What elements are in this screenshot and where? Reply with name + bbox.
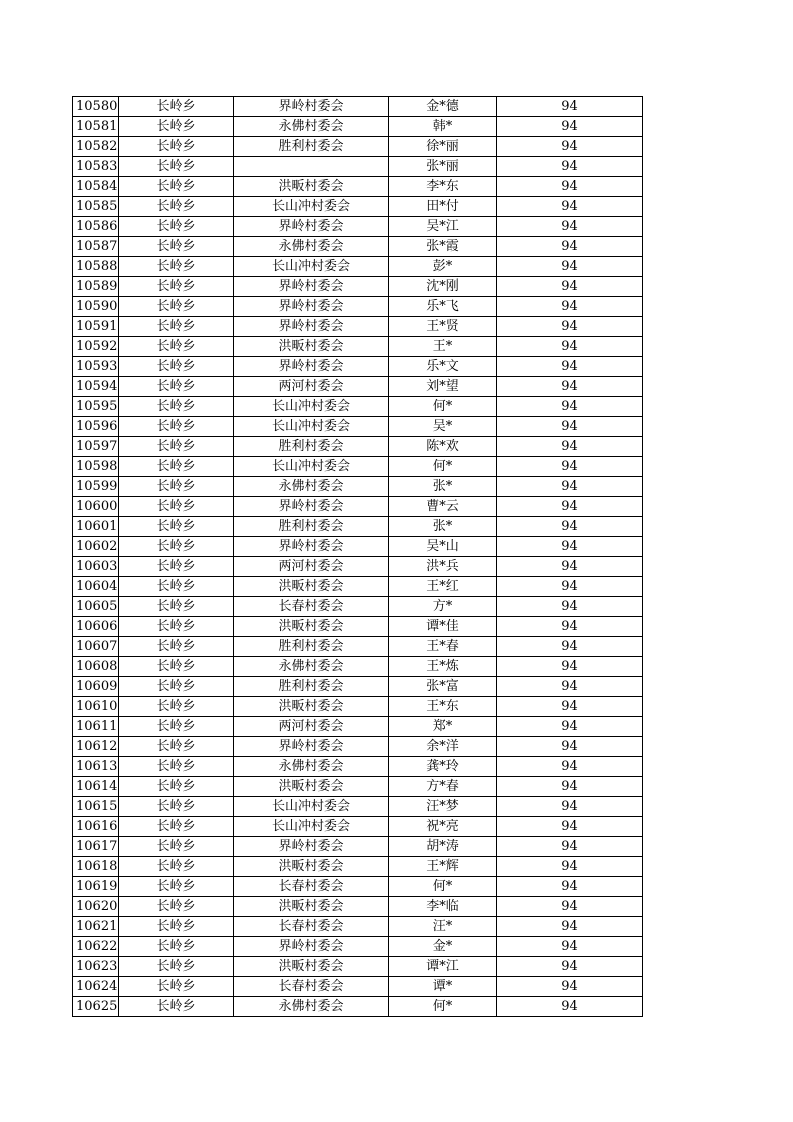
cell-village: 洪畈村委会 [234, 777, 389, 797]
cell-id: 10619 [73, 877, 119, 897]
table-row [73, 677, 643, 697]
cell-town: 长岭乡 [119, 657, 234, 677]
table-row [73, 137, 643, 157]
cell-score: 94 [497, 417, 643, 437]
cell-name: 谭*江 [389, 957, 497, 977]
cell-name: 汪*梦 [389, 797, 497, 817]
cell-village: 胜利村委会 [234, 437, 389, 457]
cell-score: 94 [497, 857, 643, 877]
cell-name: 方*春 [389, 777, 497, 797]
table-row [73, 237, 643, 257]
cell-village: 长山冲村委会 [234, 257, 389, 277]
cell-score: 94 [497, 457, 643, 477]
cell-id: 10592 [73, 337, 119, 357]
cell-id: 10611 [73, 717, 119, 737]
table-row [73, 457, 643, 477]
cell-id: 10598 [73, 457, 119, 477]
cell-town: 长岭乡 [119, 237, 234, 257]
cell-score: 94 [497, 657, 643, 677]
cell-name: 金* [389, 937, 497, 957]
table-row [73, 797, 643, 817]
cell-town: 长岭乡 [119, 297, 234, 317]
cell-village: 两河村委会 [234, 557, 389, 577]
cell-town: 长岭乡 [119, 197, 234, 217]
cell-village: 胜利村委会 [234, 677, 389, 697]
cell-name: 王*炼 [389, 657, 497, 677]
table-row [73, 737, 643, 757]
table-row [73, 877, 643, 897]
cell-id: 10621 [73, 917, 119, 937]
cell-village: 界岭村委会 [234, 537, 389, 557]
table-row [73, 417, 643, 437]
cell-village: 洪畈村委会 [234, 957, 389, 977]
table-row [73, 397, 643, 417]
cell-name: 何* [389, 457, 497, 477]
cell-village: 洪畈村委会 [234, 697, 389, 717]
cell-name: 张*丽 [389, 157, 497, 177]
table-row [73, 617, 643, 637]
cell-score: 94 [497, 277, 643, 297]
cell-name: 乐*文 [389, 357, 497, 377]
table-row [73, 357, 643, 377]
table-row [73, 217, 643, 237]
cell-town: 长岭乡 [119, 737, 234, 757]
cell-id: 10624 [73, 977, 119, 997]
cell-town: 长岭乡 [119, 957, 234, 977]
table-row [73, 557, 643, 577]
cell-score: 94 [497, 997, 643, 1017]
cell-name: 汪* [389, 917, 497, 937]
cell-name: 何* [389, 997, 497, 1017]
table-row [73, 197, 643, 217]
cell-name: 韩* [389, 117, 497, 137]
cell-name: 洪*兵 [389, 557, 497, 577]
cell-name: 李*东 [389, 177, 497, 197]
cell-id: 10617 [73, 837, 119, 857]
cell-town: 长岭乡 [119, 397, 234, 417]
cell-name: 张* [389, 477, 497, 497]
cell-score: 94 [497, 757, 643, 777]
cell-name: 李*临 [389, 897, 497, 917]
cell-name: 沈*刚 [389, 277, 497, 297]
cell-town: 长岭乡 [119, 437, 234, 457]
cell-score: 94 [497, 117, 643, 137]
cell-town: 长岭乡 [119, 277, 234, 297]
cell-village: 洪畈村委会 [234, 857, 389, 877]
cell-id: 10590 [73, 297, 119, 317]
cell-score: 94 [497, 177, 643, 197]
cell-score: 94 [497, 217, 643, 237]
cell-town: 长岭乡 [119, 137, 234, 157]
cell-score: 94 [497, 777, 643, 797]
cell-town: 长岭乡 [119, 757, 234, 777]
cell-id: 10609 [73, 677, 119, 697]
cell-town: 长岭乡 [119, 857, 234, 877]
cell-town: 长岭乡 [119, 977, 234, 997]
table-row [73, 97, 643, 117]
cell-name: 刘*望 [389, 377, 497, 397]
cell-village: 长山冲村委会 [234, 397, 389, 417]
table-row [73, 997, 643, 1017]
cell-name: 张*霞 [389, 237, 497, 257]
cell-id: 10605 [73, 597, 119, 617]
cell-name: 何* [389, 877, 497, 897]
cell-town: 长岭乡 [119, 717, 234, 737]
table-row [73, 977, 643, 997]
cell-score: 94 [497, 597, 643, 617]
cell-village: 界岭村委会 [234, 97, 389, 117]
cell-score: 94 [497, 297, 643, 317]
cell-score: 94 [497, 317, 643, 337]
cell-village: 长春村委会 [234, 917, 389, 937]
cell-score: 94 [497, 557, 643, 577]
cell-name: 谭* [389, 977, 497, 997]
cell-town: 长岭乡 [119, 497, 234, 517]
table-body [73, 97, 643, 1017]
cell-name: 王*春 [389, 637, 497, 657]
cell-score: 94 [497, 677, 643, 697]
cell-score: 94 [497, 917, 643, 937]
cell-score: 94 [497, 877, 643, 897]
table-row [73, 777, 643, 797]
cell-town: 长岭乡 [119, 797, 234, 817]
cell-town: 长岭乡 [119, 577, 234, 597]
cell-village: 长春村委会 [234, 977, 389, 997]
cell-town: 长岭乡 [119, 917, 234, 937]
table-row [73, 517, 643, 537]
data-table [72, 96, 643, 1017]
cell-score: 94 [497, 357, 643, 377]
cell-id: 10615 [73, 797, 119, 817]
cell-name: 余*洋 [389, 737, 497, 757]
cell-village: 洪畈村委会 [234, 577, 389, 597]
cell-town: 长岭乡 [119, 557, 234, 577]
cell-id: 10583 [73, 157, 119, 177]
cell-score: 94 [497, 137, 643, 157]
cell-name: 谭*佳 [389, 617, 497, 637]
cell-id: 10597 [73, 437, 119, 457]
cell-town: 长岭乡 [119, 597, 234, 617]
cell-town: 长岭乡 [119, 417, 234, 437]
table-row [73, 537, 643, 557]
table-row [73, 497, 643, 517]
cell-id: 10622 [73, 937, 119, 957]
cell-score: 94 [497, 617, 643, 637]
cell-score: 94 [497, 537, 643, 557]
cell-village: 洪畈村委会 [234, 617, 389, 637]
cell-id: 10584 [73, 177, 119, 197]
cell-score: 94 [497, 257, 643, 277]
cell-town: 长岭乡 [119, 157, 234, 177]
cell-score: 94 [497, 717, 643, 737]
cell-village: 洪畈村委会 [234, 177, 389, 197]
cell-score: 94 [497, 237, 643, 257]
cell-village: 长山冲村委会 [234, 817, 389, 837]
cell-town: 长岭乡 [119, 217, 234, 237]
cell-town: 长岭乡 [119, 257, 234, 277]
cell-name: 王*东 [389, 697, 497, 717]
cell-town: 长岭乡 [119, 777, 234, 797]
cell-village: 长山冲村委会 [234, 197, 389, 217]
cell-village: 长山冲村委会 [234, 797, 389, 817]
cell-town: 长岭乡 [119, 997, 234, 1017]
cell-village: 洪畈村委会 [234, 897, 389, 917]
cell-score: 94 [497, 477, 643, 497]
table-row [73, 637, 643, 657]
cell-village: 永佛村委会 [234, 117, 389, 137]
cell-village: 胜利村委会 [234, 637, 389, 657]
cell-village: 长春村委会 [234, 597, 389, 617]
cell-score: 94 [497, 377, 643, 397]
cell-village: 界岭村委会 [234, 497, 389, 517]
cell-score: 94 [497, 797, 643, 817]
cell-id: 10618 [73, 857, 119, 877]
cell-score: 94 [497, 497, 643, 517]
cell-town: 长岭乡 [119, 517, 234, 537]
cell-name: 王*贤 [389, 317, 497, 337]
cell-score: 94 [497, 977, 643, 997]
cell-village: 界岭村委会 [234, 217, 389, 237]
table-row [73, 257, 643, 277]
cell-score: 94 [497, 817, 643, 837]
cell-score: 94 [497, 97, 643, 117]
cell-village: 永佛村委会 [234, 657, 389, 677]
cell-village: 洪畈村委会 [234, 337, 389, 357]
table-row [73, 177, 643, 197]
cell-town: 长岭乡 [119, 877, 234, 897]
cell-town: 长岭乡 [119, 937, 234, 957]
cell-score: 94 [497, 897, 643, 917]
cell-village: 两河村委会 [234, 717, 389, 737]
cell-id: 10591 [73, 317, 119, 337]
cell-name: 吴*江 [389, 217, 497, 237]
cell-score: 94 [497, 837, 643, 857]
cell-village: 永佛村委会 [234, 757, 389, 777]
cell-name: 何* [389, 397, 497, 417]
cell-town: 长岭乡 [119, 837, 234, 857]
cell-id: 10625 [73, 997, 119, 1017]
cell-name: 王* [389, 337, 497, 357]
cell-village: 界岭村委会 [234, 277, 389, 297]
table-row [73, 157, 643, 177]
cell-id: 10606 [73, 617, 119, 637]
table-row [73, 697, 643, 717]
cell-name: 田*付 [389, 197, 497, 217]
cell-village: 胜利村委会 [234, 137, 389, 157]
table-row [73, 897, 643, 917]
table-row [73, 317, 643, 337]
table-row [73, 337, 643, 357]
cell-name: 彭* [389, 257, 497, 277]
cell-town: 长岭乡 [119, 897, 234, 917]
cell-name: 王*红 [389, 577, 497, 597]
cell-name: 吴* [389, 417, 497, 437]
cell-score: 94 [497, 637, 643, 657]
cell-village: 永佛村委会 [234, 237, 389, 257]
table-row [73, 297, 643, 317]
cell-town: 长岭乡 [119, 117, 234, 137]
cell-town: 长岭乡 [119, 377, 234, 397]
cell-village: 长山冲村委会 [234, 417, 389, 437]
cell-name: 乐*飞 [389, 297, 497, 317]
cell-village: 长春村委会 [234, 877, 389, 897]
cell-town: 长岭乡 [119, 337, 234, 357]
cell-town: 长岭乡 [119, 817, 234, 837]
cell-id: 10602 [73, 537, 119, 557]
cell-town: 长岭乡 [119, 477, 234, 497]
cell-id: 10614 [73, 777, 119, 797]
cell-name: 祝*亮 [389, 817, 497, 837]
cell-id: 10608 [73, 657, 119, 677]
cell-name: 龚*玲 [389, 757, 497, 777]
cell-village [234, 157, 389, 177]
cell-village: 界岭村委会 [234, 317, 389, 337]
cell-score: 94 [497, 337, 643, 357]
cell-town: 长岭乡 [119, 457, 234, 477]
cell-id: 10580 [73, 97, 119, 117]
table-row [73, 597, 643, 617]
cell-id: 10581 [73, 117, 119, 137]
cell-town: 长岭乡 [119, 317, 234, 337]
cell-id: 10589 [73, 277, 119, 297]
cell-village: 界岭村委会 [234, 297, 389, 317]
cell-town: 长岭乡 [119, 677, 234, 697]
cell-name: 徐*丽 [389, 137, 497, 157]
table-row [73, 757, 643, 777]
cell-score: 94 [497, 197, 643, 217]
cell-town: 长岭乡 [119, 697, 234, 717]
cell-id: 10600 [73, 497, 119, 517]
cell-score: 94 [497, 157, 643, 177]
cell-village: 两河村委会 [234, 377, 389, 397]
cell-id: 10588 [73, 257, 119, 277]
cell-town: 长岭乡 [119, 177, 234, 197]
table-row [73, 917, 643, 937]
table-row [73, 117, 643, 137]
cell-id: 10610 [73, 697, 119, 717]
cell-id: 10613 [73, 757, 119, 777]
cell-id: 10616 [73, 817, 119, 837]
cell-score: 94 [497, 577, 643, 597]
cell-id: 10587 [73, 237, 119, 257]
cell-village: 界岭村委会 [234, 937, 389, 957]
cell-village: 胜利村委会 [234, 517, 389, 537]
cell-name: 金*德 [389, 97, 497, 117]
table-row [73, 577, 643, 597]
table-row [73, 377, 643, 397]
cell-score: 94 [497, 697, 643, 717]
cell-id: 10623 [73, 957, 119, 977]
table-row [73, 817, 643, 837]
cell-id: 10601 [73, 517, 119, 537]
cell-name: 胡*涛 [389, 837, 497, 857]
cell-name: 方* [389, 597, 497, 617]
cell-name: 曹*云 [389, 497, 497, 517]
cell-id: 10596 [73, 417, 119, 437]
cell-town: 长岭乡 [119, 617, 234, 637]
cell-name: 张*富 [389, 677, 497, 697]
cell-id: 10593 [73, 357, 119, 377]
cell-name: 王*辉 [389, 857, 497, 877]
table-row [73, 657, 643, 677]
cell-village: 永佛村委会 [234, 997, 389, 1017]
table-row [73, 477, 643, 497]
table-row [73, 277, 643, 297]
cell-town: 长岭乡 [119, 357, 234, 377]
table-row [73, 437, 643, 457]
cell-id: 10586 [73, 217, 119, 237]
cell-village: 长山冲村委会 [234, 457, 389, 477]
cell-id: 10603 [73, 557, 119, 577]
cell-score: 94 [497, 957, 643, 977]
table-row [73, 957, 643, 977]
cell-id: 10582 [73, 137, 119, 157]
cell-id: 10612 [73, 737, 119, 757]
cell-town: 长岭乡 [119, 537, 234, 557]
cell-village: 界岭村委会 [234, 357, 389, 377]
cell-score: 94 [497, 397, 643, 417]
cell-id: 10620 [73, 897, 119, 917]
cell-id: 10607 [73, 637, 119, 657]
table-row [73, 937, 643, 957]
table-row [73, 837, 643, 857]
cell-town: 长岭乡 [119, 637, 234, 657]
cell-name: 郑* [389, 717, 497, 737]
table-row [73, 717, 643, 737]
cell-score: 94 [497, 937, 643, 957]
cell-id: 10594 [73, 377, 119, 397]
cell-village: 界岭村委会 [234, 837, 389, 857]
cell-id: 10604 [73, 577, 119, 597]
cell-village: 界岭村委会 [234, 737, 389, 757]
cell-name: 张* [389, 517, 497, 537]
cell-score: 94 [497, 437, 643, 457]
cell-name: 陈*欢 [389, 437, 497, 457]
cell-id: 10595 [73, 397, 119, 417]
cell-village: 永佛村委会 [234, 477, 389, 497]
table-row [73, 857, 643, 877]
cell-score: 94 [497, 517, 643, 537]
cell-id: 10599 [73, 477, 119, 497]
cell-town: 长岭乡 [119, 97, 234, 117]
cell-name: 吴*山 [389, 537, 497, 557]
cell-score: 94 [497, 737, 643, 757]
cell-id: 10585 [73, 197, 119, 217]
